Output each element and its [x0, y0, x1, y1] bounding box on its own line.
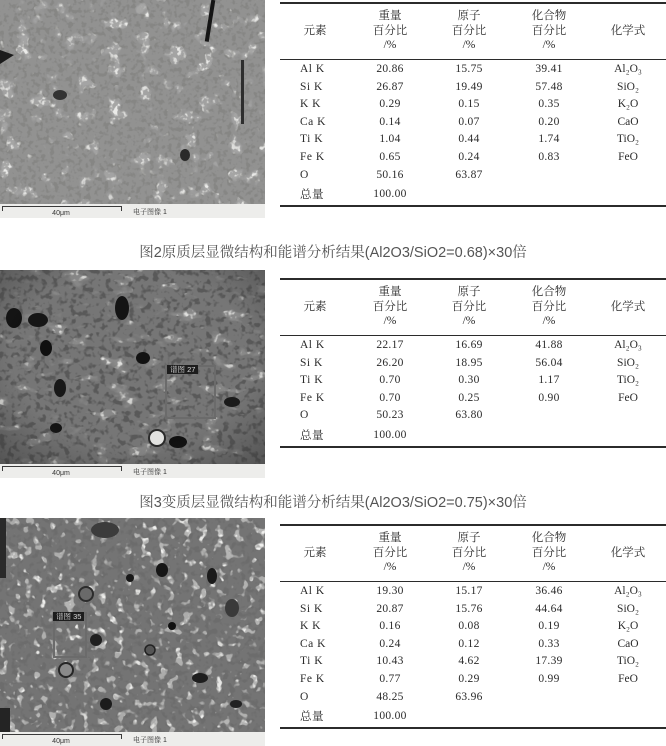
value-cell: 1.17 [538, 374, 560, 387]
sem-micrograph-2 [0, 270, 265, 464]
value-cell: 50.16 [376, 168, 404, 181]
sem-micrograph-1 [0, 0, 265, 204]
value-cell: 50.23 [376, 409, 404, 422]
eds-table-1 [280, 2, 666, 207]
scale-label: 40μm [52, 470, 70, 477]
spectrum-label: 谱图 27 [167, 365, 198, 374]
figure-3-caption: 图3变质层显微结构和能谱分析结果(Al2O3/SiO2=0.75)×30倍 [139, 495, 527, 511]
value-cell: 57.48 [535, 80, 563, 93]
element-cell: Fe K [300, 391, 325, 404]
formula-cell: FeO [618, 672, 638, 685]
value-cell: 63.96 [455, 690, 483, 703]
table-row [280, 670, 666, 688]
header-atomic-percent: 原子 百分比 /% [430, 525, 508, 582]
value-cell: 15.17 [455, 584, 483, 597]
value-cell [430, 183, 508, 206]
element-cell: Ti K [300, 655, 323, 668]
section-altered-layer [0, 270, 666, 478]
element-cell: O [300, 168, 309, 181]
value-cell: 48.25 [376, 690, 404, 703]
table-row [280, 60, 666, 78]
header-atomic-percent: 原子 百分比 /% [430, 279, 508, 336]
value-cell: 26.20 [376, 356, 404, 369]
value-cell: 22.17 [376, 338, 404, 351]
header-atomic-percent: 原子 百分比 /% [430, 3, 508, 60]
value-cell [430, 705, 508, 728]
formula-cell: SiO₂ [617, 356, 639, 369]
value-cell: 0.33 [538, 637, 560, 650]
value-cell: 1.04 [379, 133, 401, 146]
header-element: 元素 [280, 525, 350, 582]
element-cell: 总量 [300, 189, 324, 202]
formula-cell: TiO₂ [616, 655, 640, 668]
image-status-bar-3 [0, 732, 265, 746]
element-cell: Al K [300, 62, 325, 75]
value-cell: 100.00 [373, 428, 407, 441]
value-cell: 4.62 [458, 655, 480, 668]
table-row [280, 95, 666, 113]
table-row [280, 354, 666, 372]
formula-cell [590, 407, 666, 425]
image-status-bar-2 [0, 464, 265, 478]
header-weight-percent: 重量 百分比 /% [350, 279, 430, 336]
header-element: 元素 [280, 279, 350, 336]
formula-cell: Al₂O₃ [614, 584, 642, 597]
table-row [280, 131, 666, 149]
value-cell: 0.35 [538, 98, 560, 111]
element-cell: Fe K [300, 150, 325, 163]
value-cell: 63.80 [455, 409, 483, 422]
formula-cell: TiO₂ [616, 374, 640, 387]
table-row [280, 635, 666, 653]
image-status-bar-1 [0, 204, 265, 218]
scale-label: 40μm [52, 738, 70, 745]
header-element: 元素 [280, 3, 350, 60]
table-row [280, 166, 666, 184]
eds-table-3 [280, 524, 666, 729]
value-cell: 0.90 [538, 391, 560, 404]
element-cell: Ca K [300, 115, 326, 128]
value-cell: 0.08 [458, 620, 480, 633]
header-formula: 化学式 [590, 3, 666, 60]
value-cell: 15.76 [455, 602, 483, 615]
table-row [280, 705, 666, 728]
table-row [280, 653, 666, 671]
value-cell [430, 424, 508, 447]
table-row [280, 582, 666, 600]
value-cell: 0.07 [458, 115, 480, 128]
value-cell: 0.15 [458, 98, 480, 111]
formula-cell: Al₂O₃ [614, 62, 642, 75]
value-cell: 0.29 [458, 672, 480, 685]
table-header-row [280, 3, 666, 60]
value-cell [508, 424, 590, 447]
value-cell: 0.83 [538, 150, 560, 163]
value-cell: 0.12 [458, 637, 480, 650]
value-cell [508, 705, 590, 728]
value-cell [508, 183, 590, 206]
element-cell: Ca K [300, 637, 326, 650]
table-row [280, 407, 666, 425]
formula-cell: CaO [617, 115, 639, 128]
value-cell: 20.87 [376, 602, 404, 615]
value-cell: 100.00 [373, 188, 407, 201]
table-row [280, 148, 666, 166]
value-cell: 56.04 [535, 356, 563, 369]
value-cell: 10.43 [376, 655, 404, 668]
element-cell: Fe K [300, 672, 325, 685]
table-header-row [280, 525, 666, 582]
element-cell: Ti K [300, 133, 323, 146]
image-type-label: 电子图像 1 [133, 736, 167, 744]
scale-label: 40μm [52, 210, 70, 217]
value-cell: 19.49 [455, 80, 483, 93]
formula-cell: K₂O [617, 620, 639, 633]
table-header-row [280, 279, 666, 336]
element-cell: K K [300, 98, 321, 111]
value-cell [508, 688, 590, 706]
element-cell: Al K [300, 338, 325, 351]
header-formula: 化学式 [590, 279, 666, 336]
value-cell: 0.65 [379, 150, 401, 163]
value-cell: 17.39 [535, 655, 563, 668]
value-cell: 41.88 [535, 338, 563, 351]
table-row [280, 113, 666, 131]
value-cell [508, 166, 590, 184]
value-cell: 0.99 [538, 672, 560, 685]
formula-cell: SiO₂ [617, 80, 639, 93]
value-cell: 26.87 [376, 80, 404, 93]
table-row [280, 183, 666, 206]
table-row [280, 688, 666, 706]
element-cell: O [300, 690, 309, 703]
value-cell: 0.14 [379, 115, 401, 128]
value-cell: 20.86 [376, 62, 404, 75]
value-cell: 0.30 [458, 374, 480, 387]
value-cell: 15.75 [455, 62, 483, 75]
value-cell: 0.24 [379, 637, 401, 650]
value-cell: 0.16 [379, 620, 401, 633]
formula-cell: K₂O [617, 98, 639, 111]
table-row [280, 600, 666, 618]
formula-cell: FeO [618, 391, 638, 404]
sem-image-3 [0, 518, 265, 746]
table-row [280, 371, 666, 389]
value-cell: 63.87 [455, 168, 483, 181]
value-cell: 16.69 [455, 338, 483, 351]
table-row [280, 424, 666, 447]
element-cell: O [300, 409, 309, 422]
value-cell [508, 407, 590, 425]
value-cell: 18.95 [455, 356, 483, 369]
element-cell: K K [300, 620, 321, 633]
value-cell: 44.64 [535, 602, 563, 615]
figure-2-caption: 图2原质层显微结构和能谱分析结果(Al2O3/SiO2=0.68)×30倍 [139, 245, 527, 261]
header-compound-percent: 化合物 百分比 /% [508, 279, 590, 336]
sem-image-1 [0, 0, 265, 218]
value-cell: 0.44 [458, 133, 480, 146]
value-cell: 0.70 [379, 374, 401, 387]
image-type-label: 电子图像 1 [133, 468, 167, 476]
table-row [280, 617, 666, 635]
sem-micrograph-3 [0, 518, 265, 732]
formula-cell: CaO [617, 637, 639, 650]
section-original-layer [0, 0, 666, 218]
element-cell: Si K [300, 356, 323, 369]
header-formula: 化学式 [590, 525, 666, 582]
element-cell: 总量 [300, 429, 324, 442]
spectrum-label: 谱图 35 [53, 612, 84, 621]
value-cell: 0.29 [379, 98, 401, 111]
header-weight-percent: 重量 百分比 /% [350, 525, 430, 582]
header-compound-percent: 化合物 百分比 /% [508, 3, 590, 60]
formula-cell [590, 166, 666, 184]
formula-cell [590, 183, 666, 206]
value-cell: 0.24 [458, 150, 480, 163]
table-row [280, 389, 666, 407]
value-cell: 0.20 [538, 115, 560, 128]
table-row [280, 336, 666, 354]
value-cell: 36.46 [535, 584, 563, 597]
header-weight-percent: 重量 百分比 /% [350, 3, 430, 60]
formula-cell [590, 705, 666, 728]
value-cell: 0.70 [379, 391, 401, 404]
image-type-label: 电子图像 1 [133, 208, 167, 216]
sem-image-2 [0, 270, 265, 478]
value-cell: 19.30 [376, 584, 404, 597]
formula-cell: FeO [618, 150, 638, 163]
value-cell: 0.25 [458, 391, 480, 404]
value-cell: 0.19 [538, 620, 560, 633]
value-cell: 1.74 [538, 133, 560, 146]
element-cell: Si K [300, 80, 323, 93]
element-cell: 总量 [300, 711, 324, 724]
value-cell: 0.77 [379, 672, 401, 685]
formula-cell: Al₂O₃ [614, 338, 642, 351]
eds-table-2 [280, 278, 666, 448]
formula-cell [590, 424, 666, 447]
formula-cell: TiO₂ [616, 133, 640, 146]
value-cell: 100.00 [373, 710, 407, 723]
header-compound-percent: 化合物 百分比 /% [508, 525, 590, 582]
element-cell: Si K [300, 602, 323, 615]
element-cell: Al K [300, 584, 325, 597]
element-cell: Ti K [300, 374, 323, 387]
table-row [280, 78, 666, 96]
section-bottom-layer [0, 518, 666, 746]
value-cell: 39.41 [535, 62, 563, 75]
formula-cell: SiO₂ [617, 602, 639, 615]
formula-cell [590, 688, 666, 706]
